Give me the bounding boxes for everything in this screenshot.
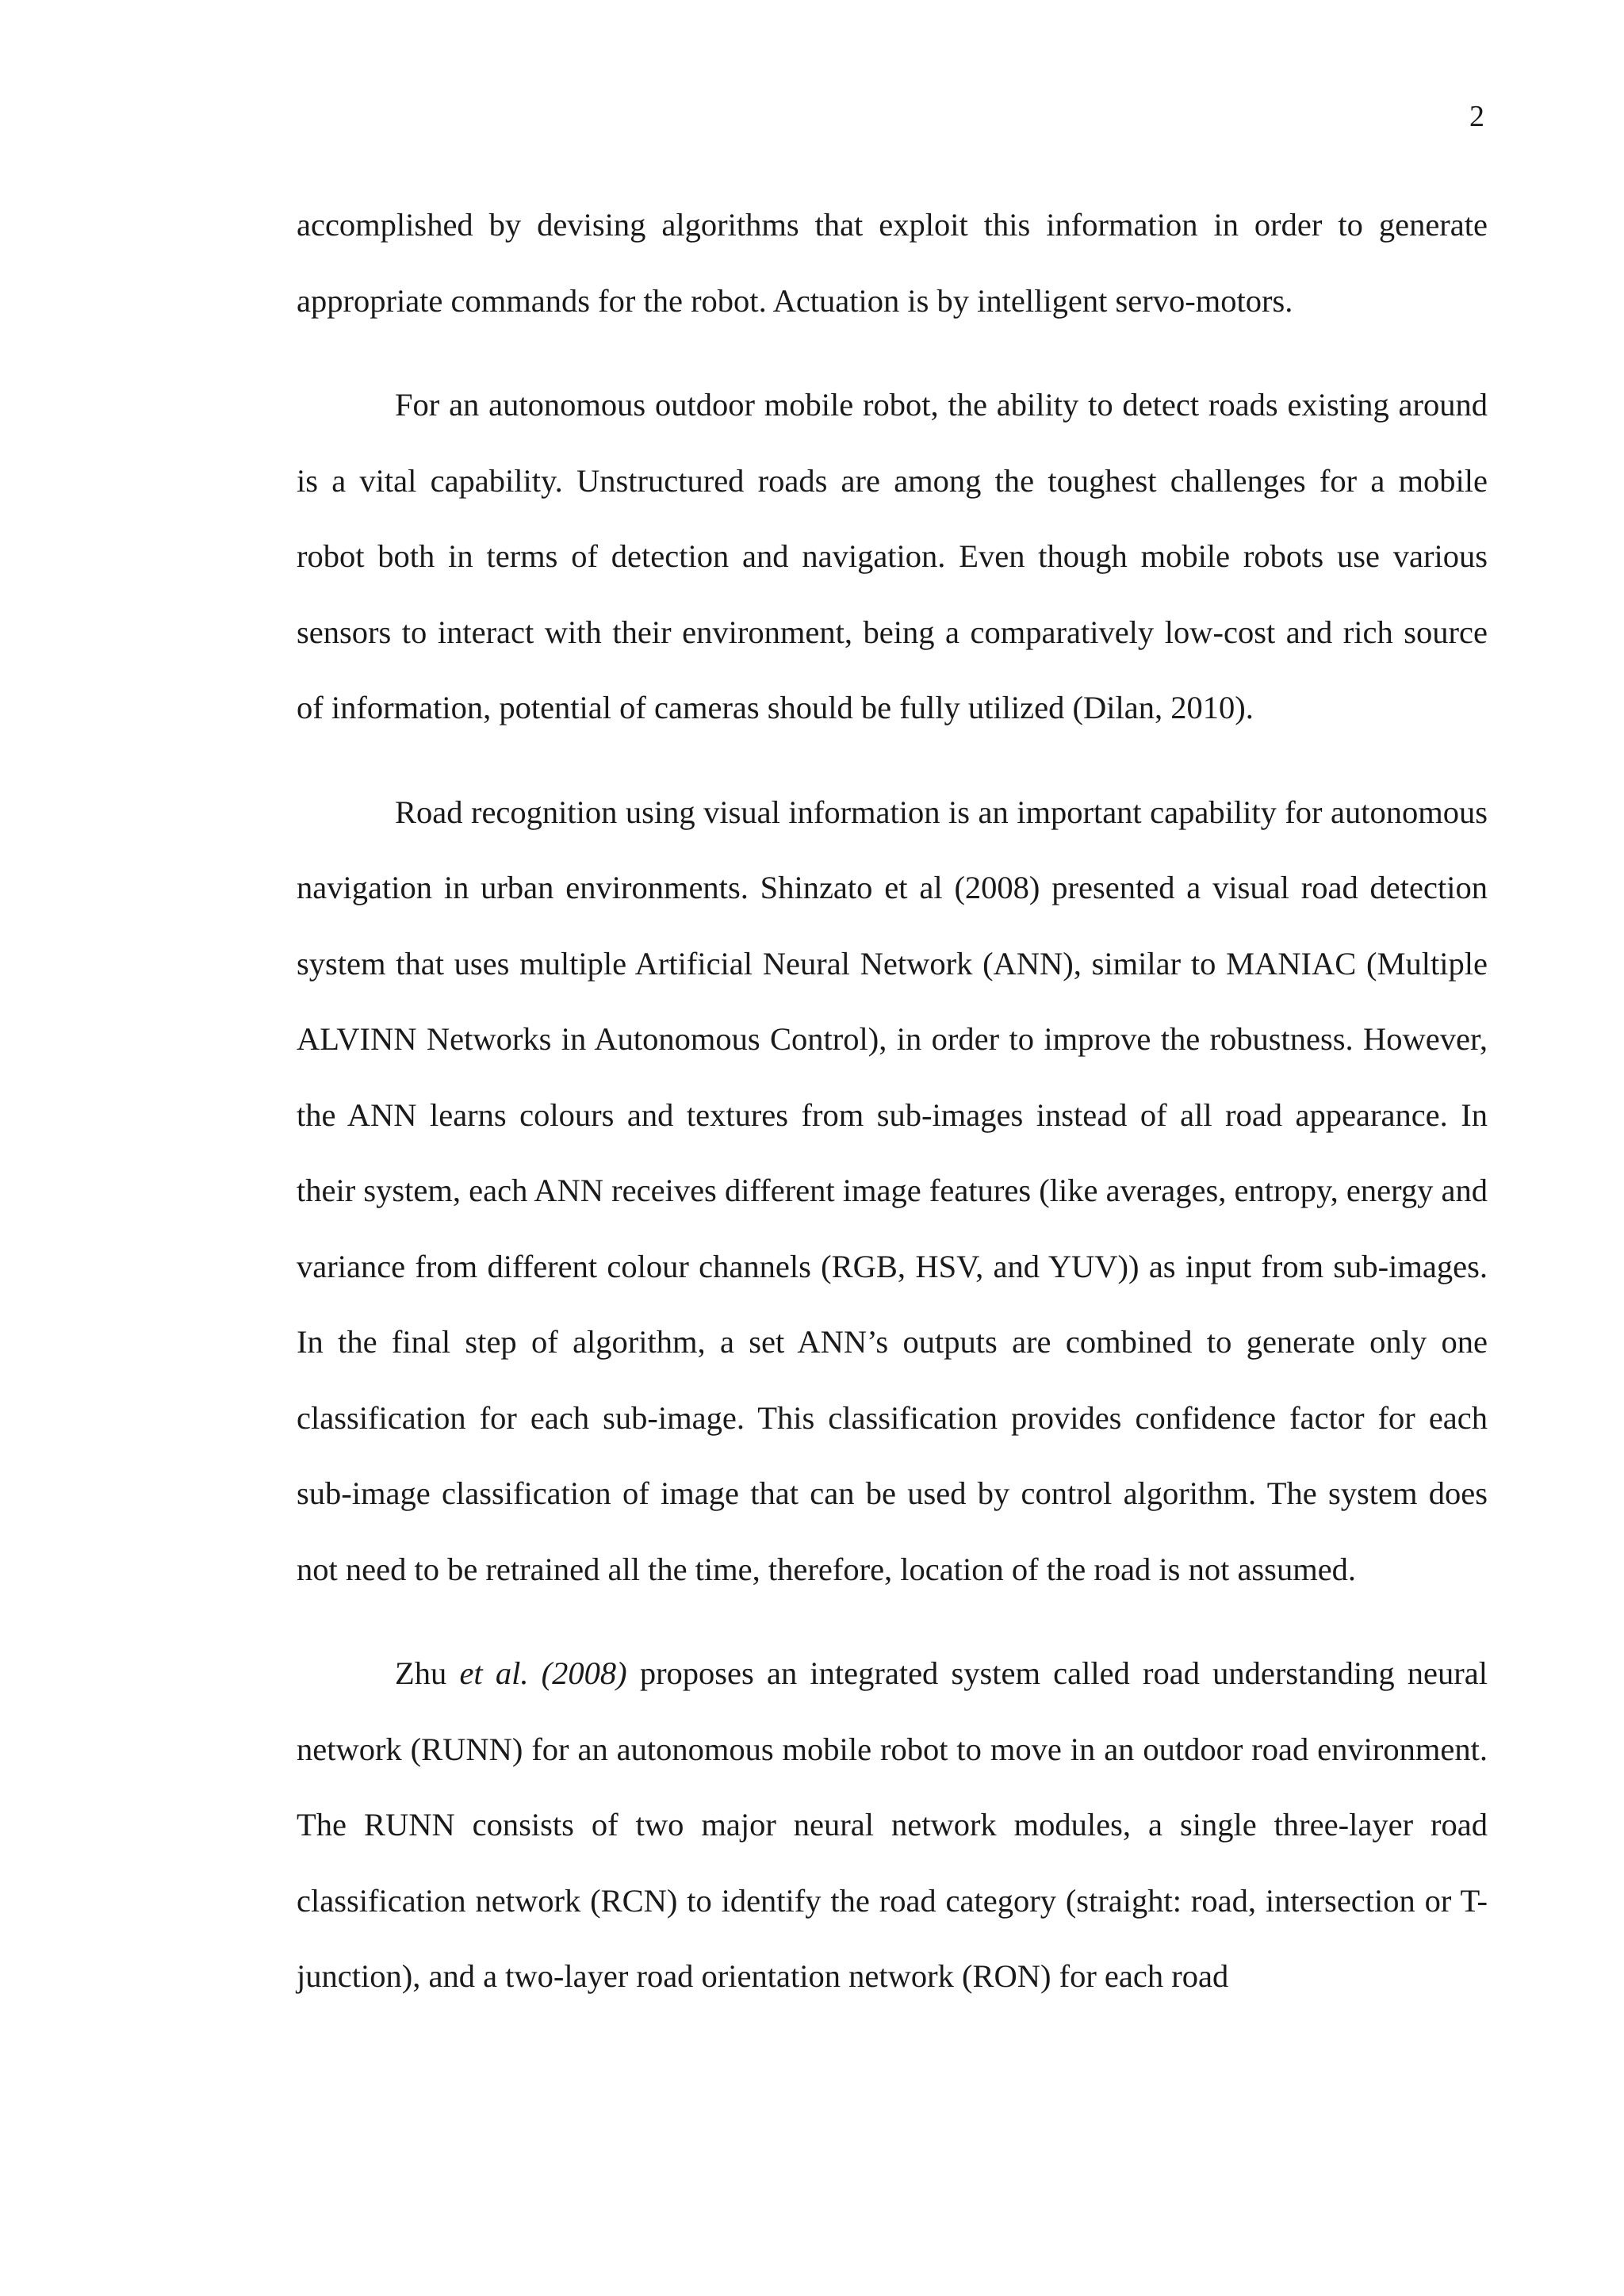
citation-italic: et al. (2008) xyxy=(459,1655,627,1691)
paragraph-continuation: accomplished by devising algorithms that exploit this information in order to generate appropriate commands for the robot. Actuation is by intelligent servo-motors. xyxy=(297,207,1488,319)
paragraph-runn xyxy=(297,1636,1488,2015)
page-number: 2 xyxy=(1469,100,1484,133)
author-name: Zhu xyxy=(395,1655,447,1691)
paragraph-road-detection: For an autonomous outdoor mobile robot, the ability to detect roads existing around is a vital capability. Unstructured roads are among the toughest challenges for a mobile robot both in terms of detection and navigation. Even though mobile robots use various sensors to interact with their environment, being a comparatively low-cost and rich source of information, potential of cameras should be fully utilized (Dilan, 2010). xyxy=(297,387,1488,725)
paragraph-runn-text: proposes an integrated system called road understanding neural network (RUNN) for an autonomous mobile robot to move in an outdoor road environment. The RUNN consists of two major neural network modules, a single three-layer road classification network (RCN) to identify the road category (straight: road, intersection or T-junction), and a two-layer road orientation network (RON) for each road xyxy=(297,1655,1488,1994)
document-body xyxy=(297,187,1488,2015)
paragraph-road-recognition: Road recognition using visual information is an important capability for autonomous navigation in urban environments. Shinzato et al (2008) presented a visual road detection system that uses multiple Artificial Neural Network (ANN), similar to MANIAC (Multiple ALVINN Networks in Autonomous Control), in order to improve the robustness. However, the ANN learns colours and textures from sub-images instead of all road appearance. In their system, each ANN receives different image features (like averages, entropy, energy and variance from different colour channels (RGB, HSV, and YUV)) as input from sub-images. In the final step of algorithm, a set ANN’s outputs are combined to generate only one classification for each sub-image. This classification provides confidence factor for each sub-image classification of image that can be used by control algorithm. The system does not need to be retrained all the time, therefore, location of the road is not assumed. xyxy=(297,794,1488,1587)
